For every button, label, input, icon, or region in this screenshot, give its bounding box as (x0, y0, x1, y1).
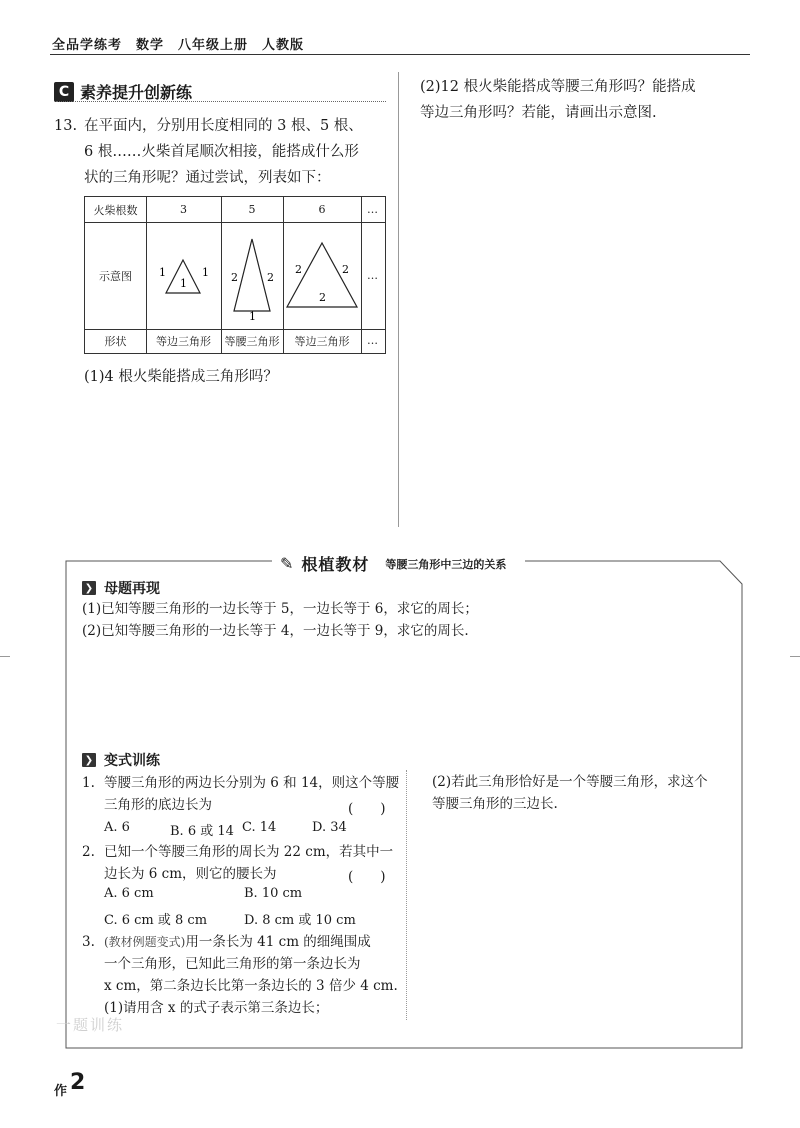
banner-subtitle: 等腰三角形中三边的关系 (385, 557, 507, 571)
row-label-shape: 形状 (104, 334, 127, 348)
variant-training-heading (82, 750, 160, 770)
row-label-count: 火柴根数 (93, 203, 138, 217)
running-header: 全品学练考 数学 八年级上册 人教版 (52, 38, 305, 53)
option-a: A. 6 cm (104, 886, 154, 901)
shape-cell: 等边三角形 (156, 334, 211, 348)
variant-q2-number: 2. (82, 844, 95, 860)
option-d: D. 34 (312, 820, 347, 835)
stem-line: 已知一个等腰三角形的周长为 22 cm，若其中一 (104, 844, 394, 860)
stem-line: 状的三角形呢？通过尝试，列表如下： (84, 170, 331, 186)
option-c: C. 6 cm 或 8 cm (104, 913, 208, 928)
variant-q3-number: 3. (82, 934, 95, 950)
question-13-number: 13. (54, 118, 78, 134)
variant-q3-stem (104, 931, 406, 1019)
original-problem-heading (82, 578, 160, 598)
pencil-icon: ✎ (280, 554, 294, 573)
part-2-line: 等腰三角形的三边长. (432, 796, 558, 812)
tri3-right-label: 2 (342, 263, 349, 276)
original-problem-part-2: (2)已知等腰三角形的一边长等于 4，一边长等于 9，求它的周长. (82, 623, 469, 639)
option-c: C. 14 (242, 820, 277, 835)
stem-line: (1)请用含 x 的式子表示第三条边长； (104, 1000, 329, 1016)
margin-tick (0, 656, 10, 657)
footer-label: 作 (54, 1084, 68, 1099)
shape-cell: 等边三角形 (294, 334, 350, 348)
stem-line: 在平面内，分别用长度相同的 3 根、5 根、 (84, 118, 363, 134)
answer-parentheses: ( ) (348, 869, 386, 885)
page-number: 2 (70, 1070, 86, 1095)
variant-q1-number: 1. (82, 775, 95, 791)
tri3-left-label: 2 (295, 263, 302, 276)
col-5: 5 (248, 203, 256, 216)
option-a: A. 6 (104, 820, 130, 835)
chevron-right-icon: ❯ (82, 581, 96, 595)
stem-line: 三角形的底边长为 (104, 797, 212, 813)
option-b: B. 10 cm (244, 886, 303, 901)
option-d: D. 8 cm 或 10 cm (244, 913, 356, 928)
stem-line: x cm，第二条边长比第一条边长的 3 倍少 4 cm. (104, 978, 398, 994)
section-c-badge: C (54, 82, 74, 102)
watermark: 一题训练 (56, 1016, 125, 1034)
tri2-left-label: 2 (231, 271, 238, 284)
heading-label: 母题再现 (104, 581, 160, 597)
tri1-base-label: 1 (180, 277, 187, 290)
section-c-title: 素养提升创新练 (80, 83, 193, 102)
margin-tick (790, 656, 800, 657)
original-problem-part-1: (1)已知等腰三角形的一边长等于 5，一边长等于 6，求它的周长； (82, 601, 478, 617)
col-3: 3 (180, 203, 187, 216)
shape-cell-more: … (367, 334, 378, 347)
stem-line: 6 根……火柴首尾顺次相接，能搭成什么形 (84, 144, 359, 160)
part-2-line: (2)若此三角形恰好是一个等腰三角形，求这个 (432, 774, 708, 790)
option-b: B. 6 或 14 (170, 824, 234, 839)
heading-label: 变式训练 (104, 753, 160, 769)
stem-line: 一个三角形，已知此三角形的第一条边长为 (104, 956, 361, 972)
diagram-ellipsis: … (367, 269, 378, 282)
col-6: 6 (318, 203, 326, 216)
shape-cell: 等腰三角形 (224, 334, 280, 348)
stem-line: 边长为 6 cm，则它的腰长为 (104, 866, 277, 882)
tri1-right-label: 1 (202, 266, 209, 279)
col-more: … (367, 203, 378, 216)
textbook-banner (280, 552, 506, 575)
question-13-part-1: (1)4 根火柴能搭成三角形吗？ (84, 369, 278, 385)
stem-line: 等腰三角形的两边长分别为 6 和 14，则这个等腰 (104, 775, 400, 791)
answer-parentheses: ( ) (348, 801, 386, 817)
tri1-left-label: 1 (159, 266, 166, 279)
inner-column-divider (406, 770, 407, 1020)
banner-title: 根植教材 (301, 555, 370, 574)
stem-line: (教材例题变式)用一条长为 41 cm 的细绳围成 (104, 934, 371, 950)
row-label-diagram: 示意图 (99, 269, 132, 283)
part-2-line: (2)12 根火柴能搭成等腰三角形吗？能搭成 (420, 79, 696, 95)
variant-q3-part-2 (432, 771, 742, 815)
tri2-right-label: 2 (267, 271, 274, 284)
part-2-line: 等边三角形吗？若能，请画出示意图. (420, 105, 657, 121)
tri2-base-label: 1 (249, 310, 256, 323)
q3-source-tag: (教材例题变式) (104, 935, 186, 949)
chevron-right-icon: ❯ (82, 753, 96, 767)
tri3-base-label: 2 (319, 291, 326, 304)
